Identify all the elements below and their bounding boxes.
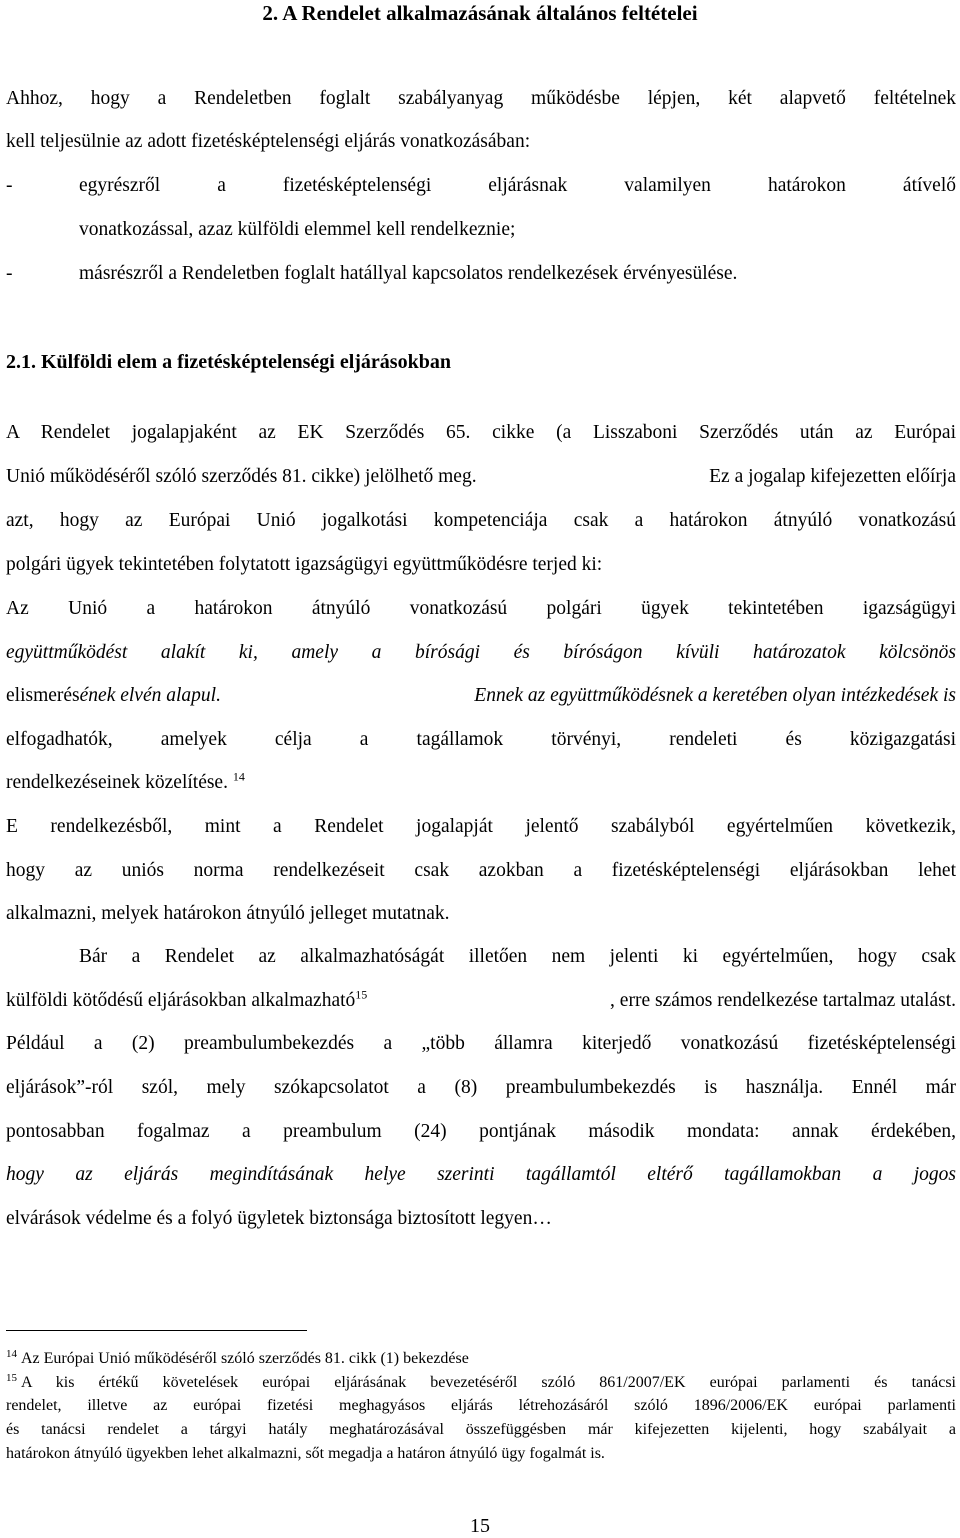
intro-line-1: Ahhoz, hogy a Rendeletben foglalt szabályanyag működésbe lépjen, két alapvető feltételnek xyxy=(6,88,956,109)
para3-line-2b: , erre számos rendelkezése tartalmaz utalást. xyxy=(610,990,956,1011)
subsection-heading: 2.1. Külföldi elem a fizetésképtelenségi eljárásokban xyxy=(6,351,451,373)
section-heading: 2. A Rendelet alkalmazásának általános feltételei xyxy=(262,1,698,25)
quote-line-3b: ének elvén alapul. xyxy=(79,685,221,706)
footnote-14-number: 14 xyxy=(6,1347,17,1360)
bullet-2-line-1: másrészről a Rendeletben foglalt hatállyal kapcsolatos rendelkezések érvényesülése. xyxy=(79,263,738,284)
para1-line-4: polgári ügyek tekintetében folytatott igazságügyi együttműködésre terjed ki: xyxy=(6,554,603,575)
para3-line-7: elvárások védelme és a folyó ügyletek biztonsága biztosított legyen… xyxy=(6,1208,552,1229)
para3-line-6: hogy az eljárás megindításának helye szerinti tagállamtól eltérő tagállamokban a jogos xyxy=(6,1164,956,1185)
quote-line-1: Az Unió a határokon átnyúló vonatkozású polgári ügyek tekintetében igazságügyi xyxy=(6,598,956,619)
bullet-1-line-1: egyrészről a fizetésképtelenségi eljárásnak valamilyen határokon átívelő xyxy=(79,175,956,196)
quote-line-2: együttműködést alakít ki, amely a bírósági és bíróságon kívüli határozatok kölcsönös xyxy=(6,642,956,663)
para1-line-2b: Ez a jogalap kifejezetten előírja xyxy=(709,466,956,487)
para3-line-2 xyxy=(6,989,956,1013)
intro-line-2: kell teljesülnie az adott fizetésképtelenségi eljárás vonatkozásában: xyxy=(6,131,531,152)
para1-line-3: azt, hogy az Európai Unió jogalkotási kompetenciája csak a határokon átnyúló vonatkozású xyxy=(6,510,956,531)
quote-line-5 xyxy=(6,771,956,795)
para3-line-1: Bár a Rendelet az alkalmazhatóságát illetően nem jelenti ki egyértelműen, hogy csak xyxy=(79,946,956,967)
bullet-1-line-2: vonatkozással, azaz külföldi elemmel kell rendelkeznie; xyxy=(79,219,516,240)
para3-line-3: Például a (2) preambulumbekezdés a „több államra kiterjedő vonatkozású fizetésképtelenségi xyxy=(6,1033,956,1054)
footnote-15-number: 15 xyxy=(6,1371,17,1384)
quote-line-4: elfogadhatók, amelyek célja a tagállamok törvényi, rendeleti és közigazgatási xyxy=(6,729,956,750)
quote-line-3 xyxy=(6,684,956,708)
footnote-separator xyxy=(6,1330,307,1331)
para1-line-1: A Rendelet jogalapjaként az EK Szerződés 65. cikke (a Lisszaboni Szerződés után az Európai xyxy=(6,422,956,443)
quote-line-3c: Ennek az együttműködésnek a keretében olyan intézkedések is xyxy=(474,685,956,706)
para3-line-2a: külföldi kötődésű eljárásokban alkalmazható xyxy=(6,990,356,1011)
footnote-15-line-2: rendelet, illetve az európai fizetési meghagyásos eljárás létrehozásáról szóló 1896/2006/EK európai parlamenti xyxy=(6,1397,956,1414)
footnote-15-line-1 xyxy=(6,1372,956,1393)
bullet-dash-2: - xyxy=(6,263,13,284)
para1-line-2a: Unió működéséről szóló szerződés 81. cikke) jelölhető meg. xyxy=(6,466,477,487)
footnote-15-text-1: A kis értékű követelések európai eljárásának bevezetéséről szóló 861/2007/EK európai parlamenti és tanácsi xyxy=(21,1374,956,1391)
bullet-dash-1: - xyxy=(6,175,13,196)
para3-line-4: eljárások”-ról szól, mely szókapcsolatot a (8) preambulumbekezdés is használja. Ennél már xyxy=(6,1077,956,1098)
footnote-15-line-4: határokon átnyúló ügyekben lehet alkalmazni, sőt megadja a határon átnyúló ügy fogalmát is. xyxy=(6,1445,605,1462)
footnote-14 xyxy=(6,1348,956,1369)
para2-line-1: E rendelkezésből, mint a Rendelet jogalapját jelentő szabályból egyértelműen következik, xyxy=(6,816,956,837)
quote-line-5-text: rendelkezéseinek közelítése. xyxy=(6,772,228,793)
para2-line-2: hogy az uniós norma rendelkezéseit csak azokban a fizetésképtelenségi eljárásokban lehet xyxy=(6,860,956,881)
para3-line-5: pontosabban fogalmaz a preambulum (24) pontjának második mondata: annak érdekében, xyxy=(6,1121,956,1142)
footnote-ref-15: 15 xyxy=(355,987,368,1002)
footnote-ref-14: 14 xyxy=(232,769,245,784)
footnote-14-text: Az Európai Unió működéséről szóló szerződés 81. cikk (1) bekezdése xyxy=(21,1350,469,1367)
page-number: 15 xyxy=(470,1515,490,1537)
para2-line-3: alkalmazni, melyek határokon átnyúló jelleget mutatnak. xyxy=(6,903,450,924)
para1-line-2 xyxy=(6,465,956,489)
footnote-15-line-3: és tanácsi rendelet a tárgyi hatály meghatározásával összefüggésben már kifejezetten kijelenti, hogy szabályait a xyxy=(6,1421,956,1438)
quote-line-3a: elismerés xyxy=(6,685,80,706)
